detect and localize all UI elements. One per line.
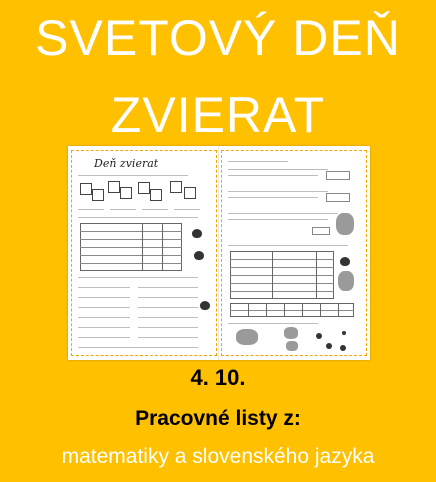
table-row-line (230, 291, 334, 292)
table-column-line (142, 223, 143, 271)
animal-illustration (336, 213, 354, 235)
instruction-line (228, 161, 288, 162)
event-date: 4. 10. (190, 365, 246, 390)
table-row-line (230, 259, 334, 260)
instruction-line (78, 277, 198, 278)
instruction-line (228, 219, 328, 220)
table-row-line (80, 239, 182, 240)
table-row-line (230, 275, 334, 276)
title-line-1: SVETOVÝ DEŇ (35, 10, 401, 66)
instruction-line (78, 347, 198, 348)
sentence-line (138, 337, 198, 338)
subtitle-line-2: matematiky a slovenského jazyka (61, 445, 375, 468)
paw-print-icon (340, 345, 346, 351)
instruction-line (228, 323, 318, 324)
answer-line (78, 209, 104, 210)
paw-print-icon (316, 333, 322, 339)
table-column-line (248, 303, 249, 317)
answer-box (312, 227, 330, 235)
answer-box (326, 193, 350, 202)
table-column-line (272, 251, 273, 299)
instruction-line (78, 175, 188, 176)
letter-tile (120, 187, 132, 199)
sentence-line (138, 287, 198, 288)
table-row-line (80, 231, 182, 232)
paw-print-icon (340, 257, 350, 266)
sentence-line (78, 307, 130, 308)
table-column-line (266, 303, 267, 317)
paw-print-icon (194, 251, 204, 260)
table-column-line (316, 251, 317, 299)
letter-tile (80, 183, 92, 195)
instruction-line (228, 245, 348, 246)
letter-tile (184, 187, 196, 199)
animal-illustration (284, 327, 298, 339)
sentence-line (78, 287, 130, 288)
paw-print-icon (326, 343, 332, 349)
worksheet-page-left (71, 150, 217, 356)
instruction-line (78, 217, 198, 218)
letter-tile (150, 189, 162, 201)
paw-print-icon (342, 331, 346, 335)
letter-tile (108, 181, 120, 193)
instruction-line (228, 191, 328, 192)
worksheet-preview (68, 146, 370, 360)
sentence-line (78, 297, 130, 298)
table-column-line (320, 303, 321, 317)
sentence-line (138, 307, 198, 308)
answer-line (142, 209, 168, 210)
sentence-line (78, 317, 130, 318)
subtitle-line-1: Pracovné listy z: (135, 407, 301, 430)
sentence-line (138, 297, 198, 298)
sentence-line (138, 327, 198, 328)
title-line-2: ZVIERAT (110, 87, 326, 143)
table-row-line (80, 263, 182, 264)
letter-tile (170, 181, 182, 193)
paw-print-icon (200, 301, 210, 310)
instruction-line (228, 169, 328, 170)
sentence-line (78, 337, 130, 338)
table-row-line (80, 247, 182, 248)
table-row-line (230, 267, 334, 268)
table-column-line (162, 223, 163, 271)
instruction-line (228, 175, 318, 176)
table-row-line (80, 255, 182, 256)
animal-illustration (338, 271, 354, 291)
sentence-line (78, 327, 130, 328)
worksheet-page-right (221, 150, 367, 356)
instruction-line (228, 197, 318, 198)
answer-box (326, 171, 350, 180)
paw-print-icon (192, 229, 202, 238)
worksheet-title: Deň zvierat (94, 157, 159, 170)
animal-illustration (236, 329, 258, 345)
letter-tile (92, 189, 104, 201)
table-row-line (230, 283, 334, 284)
page-fold (218, 146, 219, 360)
table-column-line (284, 303, 285, 317)
table-column-line (338, 303, 339, 317)
animal-illustration (286, 341, 298, 351)
instruction-line (228, 213, 338, 214)
table-column-line (302, 303, 303, 317)
answer-line (174, 209, 200, 210)
sentence-line (138, 317, 198, 318)
answer-line (110, 209, 136, 210)
letter-tile (138, 182, 150, 194)
